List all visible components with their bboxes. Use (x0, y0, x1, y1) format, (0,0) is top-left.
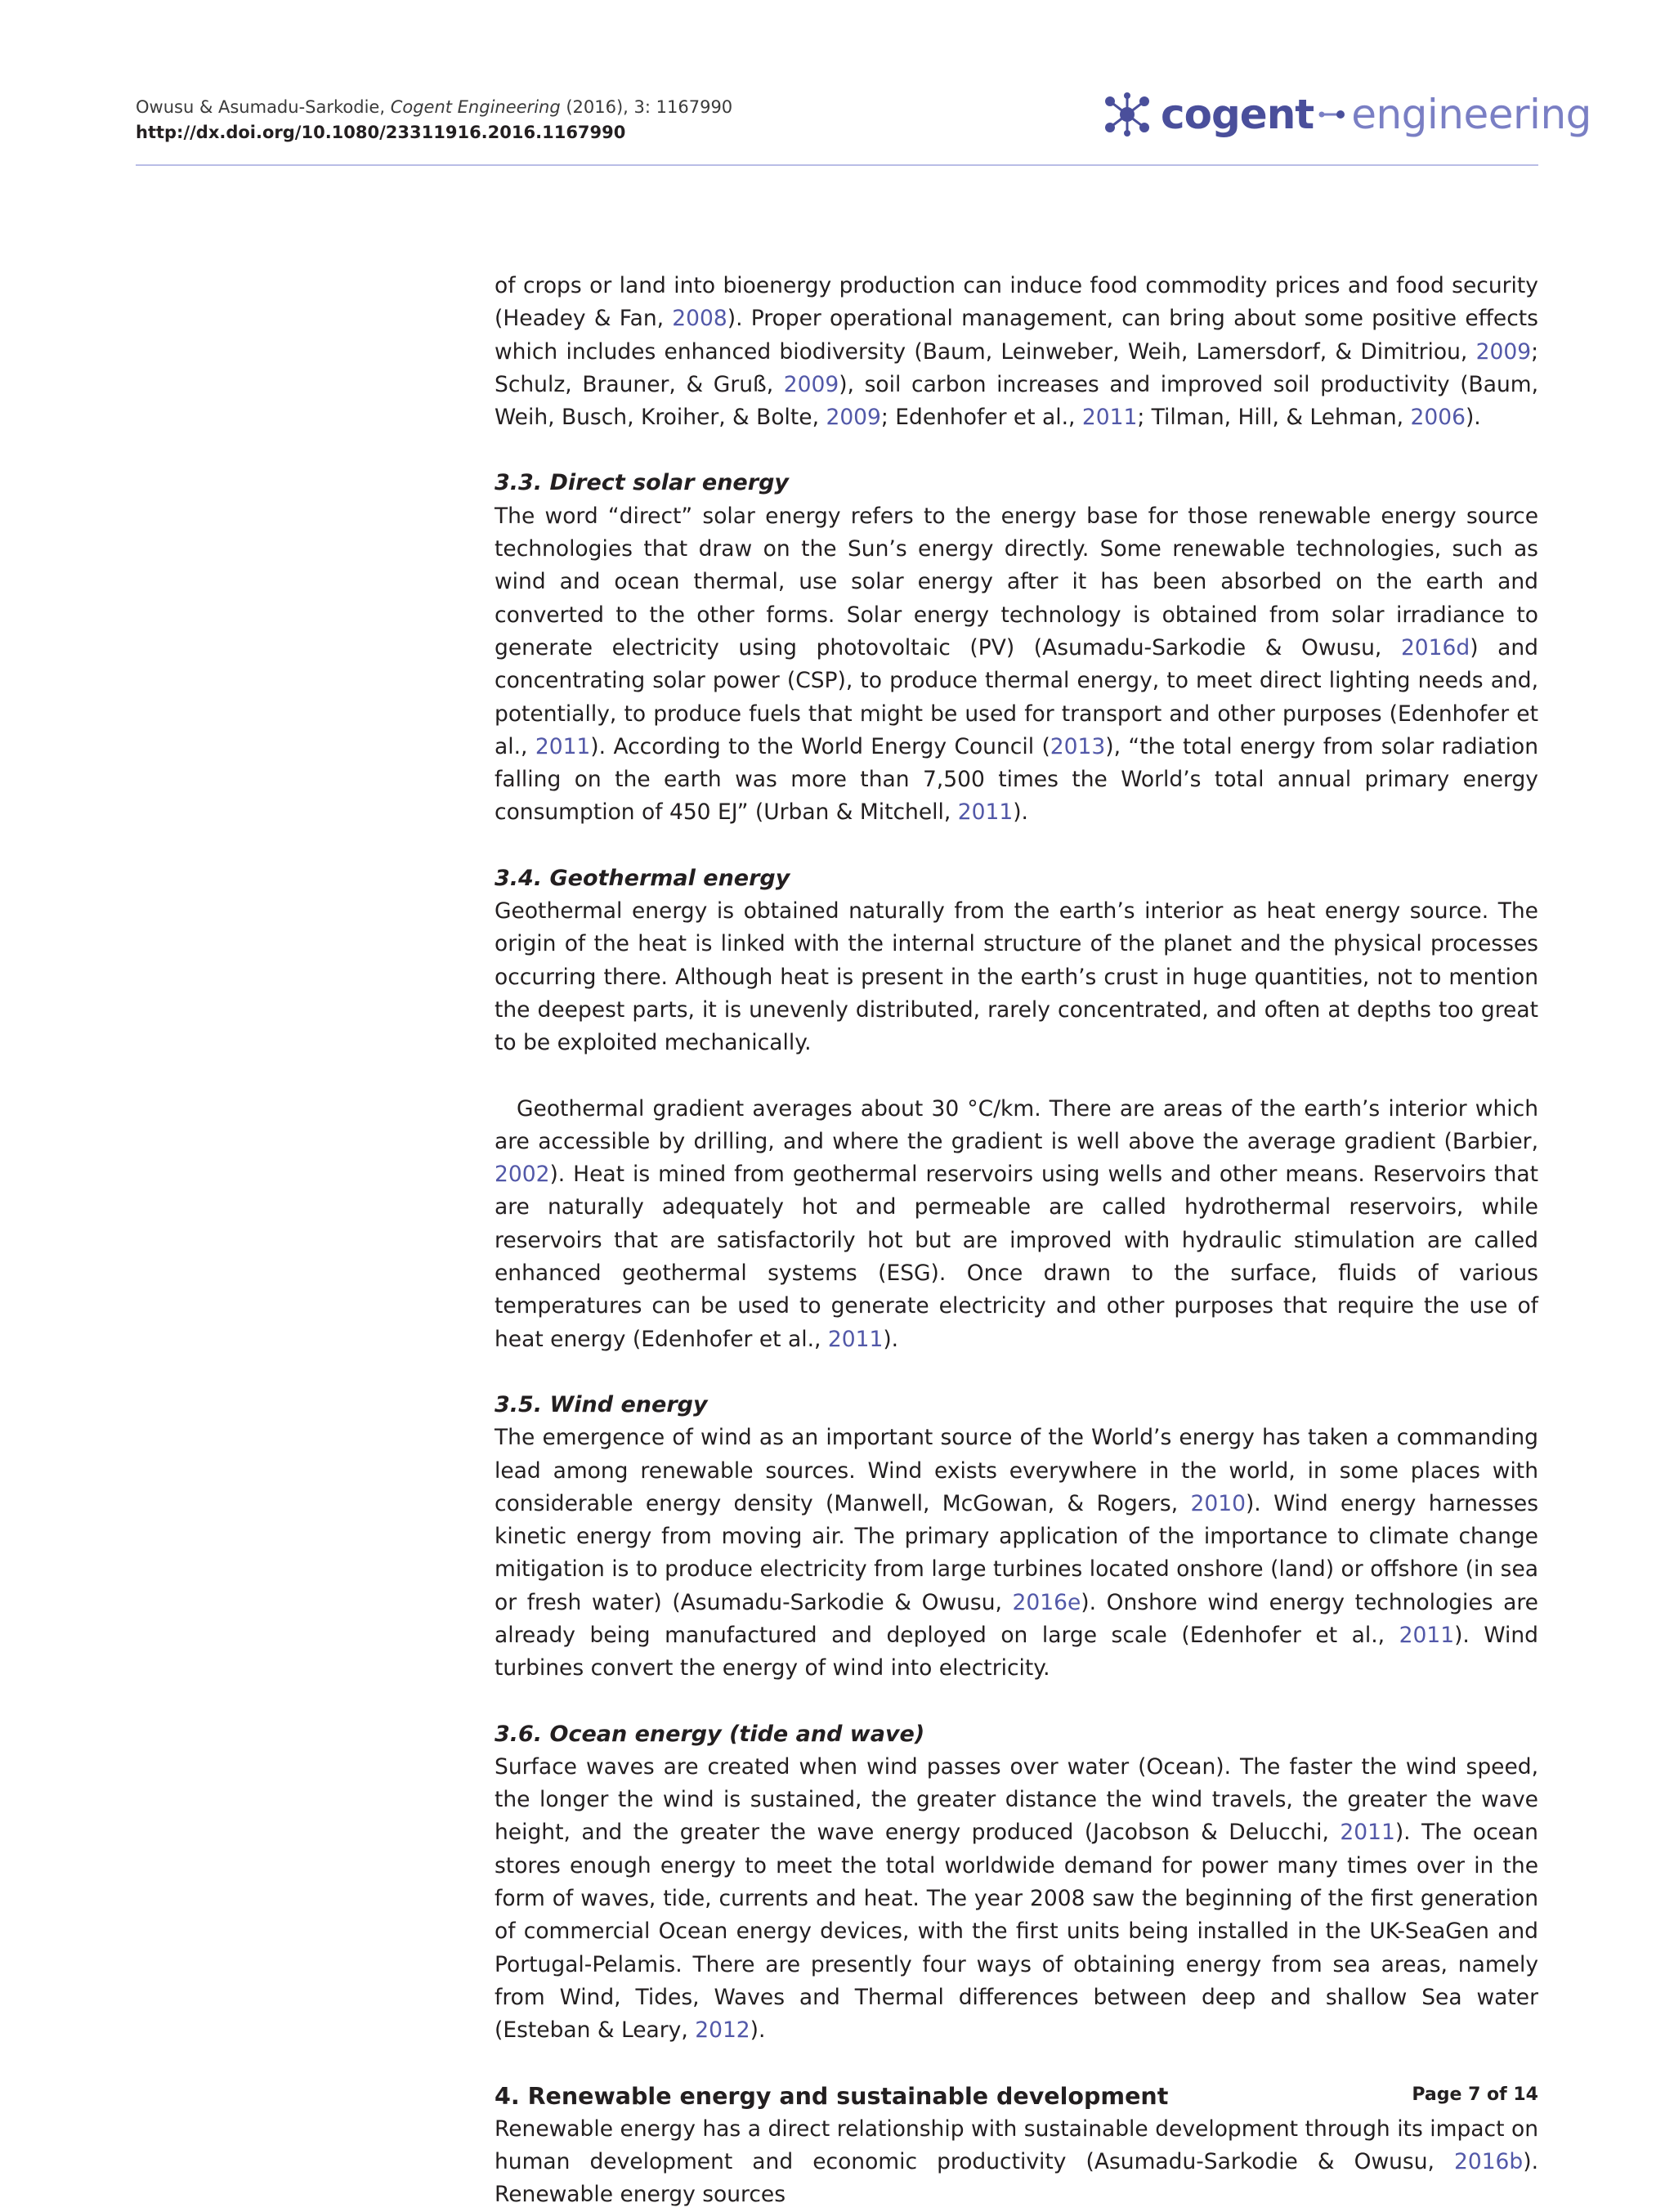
paragraph-continuation: of crops or land into bioenergy production can induce food commodity prices and food security (Headey & Fan, 2008). Proper operational management, can bring about some positive effects which includes enhanced biodiversity (Baum, Leinweber, Weih, Lamersdorf, & Dimitriou, 2009; Schulz, Brauner, & Gruß, 2009), soil carbon increases and improved soil productivity (Baum, Weih, Busch, Kroiher, & Bolte, 2009; Edenhofer et al., 2011; Tilman, Hill, & Lehman, 2006). (495, 273, 1538, 431)
doi-link[interactable]: http://dx.doi.org/10.1080/23311916.2016.1167990 (136, 123, 626, 142)
ref-link[interactable]: 2011 (957, 799, 1014, 826)
header-divider (136, 164, 1538, 166)
ref-link[interactable]: 2010 (1190, 1490, 1246, 1516)
ref-link[interactable]: 2009 (826, 405, 881, 431)
article-body (495, 270, 1538, 2212)
ref-link[interactable]: 2011 (535, 733, 591, 759)
ref-link[interactable]: 2002 (495, 1162, 550, 1188)
ref-link[interactable]: 2011 (827, 1326, 884, 1352)
connector-dots-icon (1318, 109, 1346, 120)
paragraph-section-4: Renewable energy has a direct relationship with sustainable development through its impact on human development and economic productivity (Asumadu-Sarkodie & Owusu, 2016b). Renewable energy sources (495, 2116, 1538, 2208)
logo-word-cogent: cogent (1161, 91, 1314, 138)
page-number: Page 7 of 14 (1412, 2084, 1538, 2105)
paragraph-wind: The emergence of wind as an important source of the World’s energy has taken a commanding lead among renewable sources. Wind exists everywhere in the world, in some places with considerable energy density (Manwell, McGowan, & Rogers, 2010). Wind energy harnesses kinetic energy from moving air. The primary application of the importance to climate change mitigation is to produce electricity from large turbines located onshore (land) or offshore (in sea or fresh water) (Asumadu-Sarkodie & Owusu, 2016e). Onshore wind energy technologies are already being manufactured and deployed on large scale (Edenhofer et al., 2011). Wind turbines convert the energy of wind into electricity. (495, 1425, 1538, 1681)
section-heading-wind: 3.5. Wind energy (495, 1391, 708, 1417)
journal-name: Cogent Engineering (390, 97, 561, 117)
section-heading-4: 4. Renewable energy and sustainable development (495, 2082, 1169, 2110)
ref-link[interactable]: 2016e (1012, 1589, 1081, 1615)
journal-logo (1102, 85, 1591, 144)
paragraph-geothermal-1: Geothermal energy is obtained naturally from the earth’s interior as heat energy source. The origin of the heat is linked with the internal structure of the planet and the physical processes occurring there. Although heat is present in the earth’s crust in huge quantities, not to mention the deepest parts, it is unevenly distributed, rarely concentrated, and often at depths too great to be exploited mechanically. (495, 898, 1538, 1056)
paragraph-ocean: Surface waves are created when wind passes over water (Ocean). The faster the wind speed, the longer the wind is sustained, the greater distance the wind travels, the greater the wave height, and the greater the wave energy produced (Jacobson & Delucchi, 2011). The ocean stores enough energy to meet the total worldwide demand for power many times over in the form of waves, tide, currents and heat. The year 2008 saw the beginning of the first generation of commercial Ocean energy devices, with the first units being installed in the UK-SeaGen and Portugal-Pelamis. There are presently four ways of obtaining energy from sea areas, namely from Wind, Tides, Waves and Thermal differences between deep and shallow Sea water (Esteban & Leary, 2012). (495, 1753, 1538, 2044)
section-heading-solar: 3.3. Direct solar energy (495, 470, 789, 496)
paragraph-solar: The word “direct” solar energy refers to the energy base for those renewable energy source technologies that draw on the Sun’s energy directly. Some renewable technologies, such as wind and ocean thermal, use solar energy after it has been absorbed on the earth and converted to the other forms. Solar energy technology is obtained from solar irradiance to generate electricity using photovoltaic (PV) (Asumadu-Sarkodie & Owusu, 2016d) and concentrating solar power (CSP), to produce thermal energy, to meet direct lighting needs and, potentially, to produce fuels that might be used for transport and other purposes (Edenhofer et al., 2011). According to the World Energy Council (2013), “the total energy from solar radiation falling on the earth was more than 7,500 times the World’s total annual primary energy consumption of 450 EJ” (Urban & Mitchell, 2011). (495, 503, 1538, 826)
ref-link[interactable]: 2011 (1081, 405, 1138, 431)
running-header (136, 95, 732, 146)
ref-link[interactable]: 2016d (1400, 634, 1470, 660)
section-heading-ocean: 3.6. Ocean energy (tide and wave) (495, 1721, 925, 1747)
logo-word-engineering: engineering (1351, 91, 1591, 138)
ref-link[interactable]: 2009 (1475, 338, 1532, 365)
ref-link[interactable]: 2011 (1340, 1820, 1395, 1846)
ref-link[interactable]: 2012 (695, 2017, 750, 2044)
ref-link[interactable]: 2009 (783, 371, 839, 397)
section-heading-geothermal: 3.4. Geothermal energy (495, 865, 790, 891)
molecule-logo-icon (1102, 92, 1153, 137)
ref-link[interactable]: 2013 (1050, 733, 1106, 759)
paragraph-geothermal-2: Geothermal gradient averages about 30 °C/km. There are areas of the earth’s interior which are accessible by drilling, and where the gradient is well above the average gradient (Barbier, 2002). Heat is mined from geothermal reservoirs using wells and other means. Reservoirs that are naturally adequately hot and permeable are called hydrothermal reservoirs, while reservoirs that are satisfactorily hot but are improved with hydraulic stimulation are called enhanced geothermal systems (ESG). Once drawn to the surface, fluids of various temperatures can be used to generate electricity and other purposes that require the use of heat energy (Edenhofer et al., 2011). (495, 1095, 1538, 1352)
ref-link[interactable]: 2011 (1399, 1622, 1455, 1648)
ref-link[interactable]: 2016b (1453, 2149, 1524, 2175)
ref-link[interactable]: 2008 (672, 306, 727, 332)
citation-line: Owusu & Asumadu-Sarkodie, Cogent Engineering (2016), 3: 1167990 (136, 97, 733, 117)
ref-link[interactable]: 2006 (1410, 405, 1466, 431)
